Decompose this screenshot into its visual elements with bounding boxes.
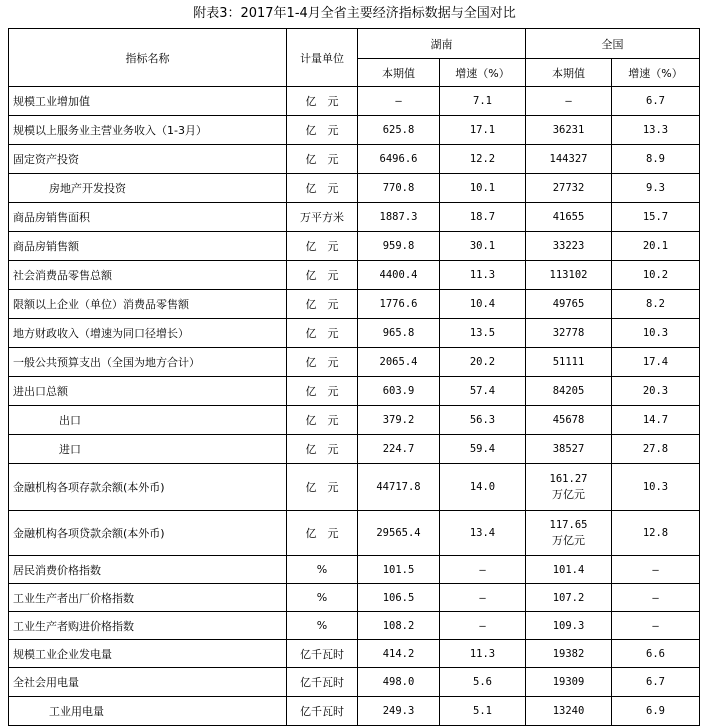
table-row [9, 145, 700, 174]
hunan-current-cell: 29565.4 [358, 511, 440, 556]
indicator-name: 进口 [9, 435, 287, 464]
indicator-name: 金融机构各项存款余额(本外币) [9, 464, 287, 511]
national-current-cell: 84205 [526, 377, 612, 406]
indicator-name: 规模工业企业发电量 [9, 640, 287, 668]
hunan-current-cell: 44717.8 [358, 464, 440, 511]
hunan-growth-cell: — [440, 612, 526, 640]
table-row [9, 612, 700, 640]
hunan-current-cell: 4400.4 [358, 261, 440, 290]
national-growth-cell: 6.6 [612, 640, 700, 668]
national-current-cell: 36231 [526, 116, 612, 145]
unit-cell: 亿 元 [287, 511, 358, 556]
hunan-growth-cell: 13.5 [440, 319, 526, 348]
indicator-name: 工业用电量 [9, 697, 287, 726]
national-current-cell [526, 511, 612, 556]
unit-cell: 亿 元 [287, 232, 358, 261]
indicator-name: 固定资产投资 [9, 145, 287, 174]
unit-cell: 亿千瓦时 [287, 697, 358, 726]
national-current-cell: 109.3 [526, 612, 612, 640]
national-growth-cell: 20.3 [612, 377, 700, 406]
hunan-current-cell: — [358, 87, 440, 116]
national-growth-cell: — [612, 584, 700, 612]
national-current-cell: 19309 [526, 668, 612, 697]
national-current-unit: 万亿元 [552, 534, 585, 547]
hunan-growth-cell: 5.6 [440, 668, 526, 697]
national-current-cell: 101.4 [526, 556, 612, 584]
national-growth-cell: 14.7 [612, 406, 700, 435]
hunan-growth-cell: 56.3 [440, 406, 526, 435]
hunan-current-cell: 770.8 [358, 174, 440, 203]
national-current-cell: 51111 [526, 348, 612, 377]
header-national-current: 本期值 [526, 59, 612, 87]
indicator-name: 商品房销售面积 [9, 203, 287, 232]
hunan-growth-cell: 18.7 [440, 203, 526, 232]
table-row [9, 377, 700, 406]
unit-cell: % [287, 556, 358, 584]
indicator-name: 金融机构各项贷款余额(本外币) [9, 511, 287, 556]
national-current-cell: — [526, 87, 612, 116]
unit-cell: 亿 元 [287, 377, 358, 406]
hunan-growth-cell: — [440, 584, 526, 612]
unit-cell: 亿 元 [287, 116, 358, 145]
hunan-current-cell: 1887.3 [358, 203, 440, 232]
national-growth-cell: 13.3 [612, 116, 700, 145]
national-current-value: 161.27 [549, 473, 588, 485]
hunan-growth-cell: 14.0 [440, 464, 526, 511]
national-current-unit: 万亿元 [552, 488, 585, 501]
table-row [9, 319, 700, 348]
table-row [9, 511, 700, 556]
indicator-name: 规模工业增加值 [9, 87, 287, 116]
header-national-growth: 增速（%） [612, 59, 700, 87]
indicator-name: 规模以上服务业主营业务收入（1-3月） [9, 116, 287, 145]
hunan-growth-cell: 11.3 [440, 261, 526, 290]
hunan-growth-cell: 59.4 [440, 435, 526, 464]
national-growth-cell: 15.7 [612, 203, 700, 232]
unit-cell: 亿 元 [287, 261, 358, 290]
national-growth-cell: — [612, 612, 700, 640]
table-row [9, 668, 700, 697]
national-current-cell: 27732 [526, 174, 612, 203]
indicator-name: 商品房销售额 [9, 232, 287, 261]
national-growth-cell: 9.3 [612, 174, 700, 203]
hunan-growth-cell: 10.1 [440, 174, 526, 203]
national-current-cell: 45678 [526, 406, 612, 435]
unit-cell: 亿 元 [287, 174, 358, 203]
table-row [9, 348, 700, 377]
table-row [9, 87, 700, 116]
national-growth-cell: 6.7 [612, 87, 700, 116]
unit-cell: 亿千瓦时 [287, 640, 358, 668]
national-growth-cell: 10.3 [612, 319, 700, 348]
national-current-cell [526, 464, 612, 511]
unit-cell: 亿 元 [287, 464, 358, 511]
unit-cell: % [287, 584, 358, 612]
national-growth-cell: 10.3 [612, 464, 700, 511]
hunan-current-cell: 625.8 [358, 116, 440, 145]
table-row [9, 556, 700, 584]
table-row [9, 464, 700, 511]
hunan-current-cell: 101.5 [358, 556, 440, 584]
hunan-current-cell: 106.5 [358, 584, 440, 612]
hunan-growth-cell: 30.1 [440, 232, 526, 261]
hunan-current-cell: 2065.4 [358, 348, 440, 377]
header-indicator: 指标名称 [9, 29, 287, 87]
national-current-cell: 33223 [526, 232, 612, 261]
unit-cell: 亿 元 [287, 348, 358, 377]
table-row [9, 203, 700, 232]
indicator-name: 居民消费价格指数 [9, 556, 287, 584]
table-row [9, 406, 700, 435]
national-current-cell: 113102 [526, 261, 612, 290]
national-growth-cell: 10.2 [612, 261, 700, 290]
national-growth-cell: 8.9 [612, 145, 700, 174]
indicator-name: 进出口总额 [9, 377, 287, 406]
indicator-name: 地方财政收入（增速为同口径增长） [9, 319, 287, 348]
hunan-growth-cell: 20.2 [440, 348, 526, 377]
hunan-current-cell: 965.8 [358, 319, 440, 348]
national-growth-cell: 6.7 [612, 668, 700, 697]
table-row [9, 116, 700, 145]
national-growth-cell: 27.8 [612, 435, 700, 464]
national-current-cell: 19382 [526, 640, 612, 668]
indicator-table [8, 28, 700, 726]
table-row [9, 232, 700, 261]
national-growth-cell: 20.1 [612, 232, 700, 261]
hunan-growth-cell: 10.4 [440, 290, 526, 319]
table-row [9, 584, 700, 612]
national-growth-cell: 17.4 [612, 348, 700, 377]
national-current-cell: 32778 [526, 319, 612, 348]
hunan-current-cell: 1776.6 [358, 290, 440, 319]
national-growth-cell: 8.2 [612, 290, 700, 319]
national-current-cell: 144327 [526, 145, 612, 174]
hunan-growth-cell: 57.4 [440, 377, 526, 406]
national-growth-cell: 6.9 [612, 697, 700, 726]
table-row [9, 174, 700, 203]
header-hunan: 湖南 [358, 29, 526, 59]
header-hunan-current: 本期值 [358, 59, 440, 87]
unit-cell: 亿 元 [287, 406, 358, 435]
hunan-current-cell: 959.8 [358, 232, 440, 261]
table-row [9, 261, 700, 290]
indicator-name: 一般公共预算支出（全国为地方合计） [9, 348, 287, 377]
unit-cell: % [287, 612, 358, 640]
national-current-cell: 107.2 [526, 584, 612, 612]
hunan-growth-cell: 17.1 [440, 116, 526, 145]
unit-cell: 亿千瓦时 [287, 668, 358, 697]
hunan-current-cell: 379.2 [358, 406, 440, 435]
table-row [9, 697, 700, 726]
hunan-current-cell: 414.2 [358, 640, 440, 668]
header-hunan-growth: 增速（%） [440, 59, 526, 87]
national-current-value: 117.65 [549, 519, 588, 531]
unit-cell: 万平方米 [287, 203, 358, 232]
unit-cell: 亿 元 [287, 319, 358, 348]
unit-cell: 亿 元 [287, 290, 358, 319]
table-row [9, 435, 700, 464]
hunan-current-cell: 224.7 [358, 435, 440, 464]
hunan-growth-cell: 13.4 [440, 511, 526, 556]
indicator-name: 全社会用电量 [9, 668, 287, 697]
indicator-name: 工业生产者出厂价格指数 [9, 584, 287, 612]
hunan-growth-cell: 11.3 [440, 640, 526, 668]
national-current-cell: 13240 [526, 697, 612, 726]
national-current-cell: 49765 [526, 290, 612, 319]
indicator-name: 出口 [9, 406, 287, 435]
indicator-name: 社会消费品零售总额 [9, 261, 287, 290]
hunan-current-cell: 6496.6 [358, 145, 440, 174]
national-growth-cell: — [612, 556, 700, 584]
hunan-growth-cell: 12.2 [440, 145, 526, 174]
hunan-current-cell: 498.0 [358, 668, 440, 697]
header-national: 全国 [526, 29, 700, 59]
indicator-name: 限额以上企业（单位）消费品零售额 [9, 290, 287, 319]
hunan-current-cell: 603.9 [358, 377, 440, 406]
national-current-cell: 41655 [526, 203, 612, 232]
table-row [9, 290, 700, 319]
table-row [9, 640, 700, 668]
unit-cell: 亿 元 [287, 435, 358, 464]
hunan-current-cell: 108.2 [358, 612, 440, 640]
national-current-cell: 38527 [526, 435, 612, 464]
header-unit: 计量单位 [287, 29, 358, 87]
national-growth-cell: 12.8 [612, 511, 700, 556]
hunan-growth-cell: 7.1 [440, 87, 526, 116]
page-title: 附表3：2017年1-4月全省主要经济指标数据与全国对比 [193, 6, 516, 21]
unit-cell: 亿 元 [287, 87, 358, 116]
hunan-growth-cell: — [440, 556, 526, 584]
hunan-growth-cell: 5.1 [440, 697, 526, 726]
unit-cell: 亿 元 [287, 145, 358, 174]
indicator-name: 工业生产者购进价格指数 [9, 612, 287, 640]
hunan-current-cell: 249.3 [358, 697, 440, 726]
indicator-name: 房地产开发投资 [9, 174, 287, 203]
